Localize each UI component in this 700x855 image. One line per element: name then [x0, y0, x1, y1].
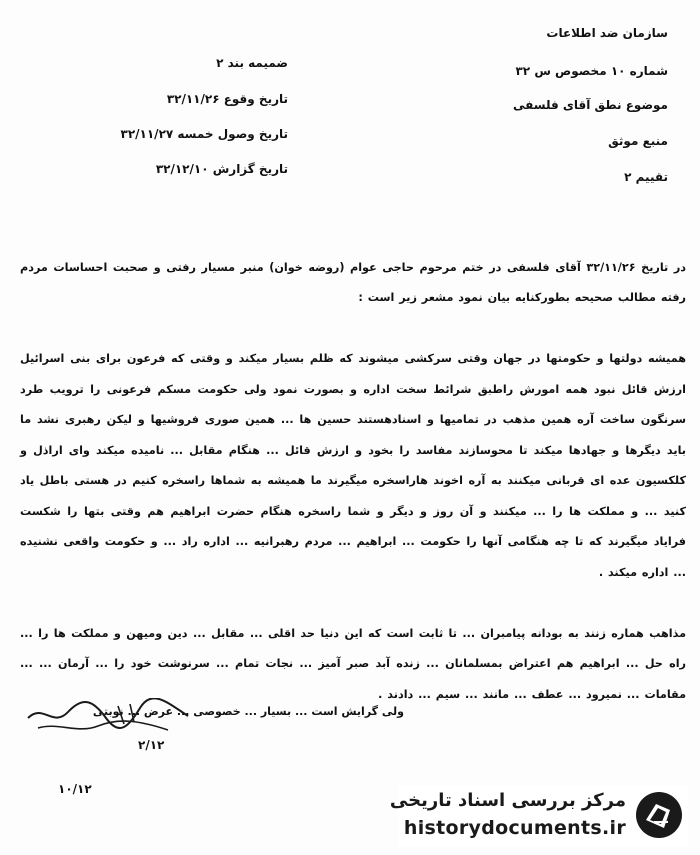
watermark [389, 786, 688, 846]
watermark-url: historydocuments.ir [403, 817, 626, 839]
received-date: تاریخ وصول خمسه ۳۲/۱۱/۲۷ [120, 127, 288, 141]
organization-header: سازمان ضد اطلاعات [546, 26, 668, 40]
handwritten-signature [18, 698, 198, 758]
watermark-title: مرکز بررسی اسناد تاریخی [389, 790, 626, 811]
document-evaluation: تقییم ۲ [624, 170, 668, 184]
attachment-page: ضمیمه بند ۲ [216, 56, 288, 70]
document-source: منبع موثق [608, 134, 668, 148]
handwritten-note-date: ۲/۱۲ [138, 738, 165, 752]
body-paragraph-1: در تاریخ ۳۲/۱۱/۲۶ آقای فلسفی در ختم مرحوم حاجی عوام (روضه خوان) منبر مسیار رفتی و صحبت احساسات مردم رفته مطالب صحیحه بطورکنایه بیان نمود مشعر زیر است : [20, 260, 686, 304]
signature-line: ولی گرایش است ... بسیار ... خصوصی ... عرض ... نوبتی [92, 705, 404, 718]
event-date: تاریخ وقوع ۳۲/۱۱/۲۶ [166, 92, 288, 106]
document-body [20, 222, 686, 741]
body-paragraph-3: مذاهب هماره زنند به بودانه پیامبران ... تا ثابت است که این دنیا حد اقلی ... مقابل ... دین ومیهن و مملکت ها را ... راه حل ... ابراهیم هم اعتراض بمسلمانان ... زنده آبد صبر آمیز ... نجات تمام ... سرنوشت خود را ... آرمان ... ... مقامات ... نمیرود ... عطف ... مانند ... سیم ... دادند . [20, 626, 686, 701]
document-archive-logo-icon [634, 790, 684, 840]
body-paragraph-2: همیشه دولتها و حکومتها در جهان وقتی سرکشی میشوند که ظلم بسیار میکند و وقتی که فرعون برای بنی اسرائیل ارزش قائل نبود همه امورش راطبق شرائط سخت اداره و بصورت نمود ولی حکومت مسکم فرعونی را ترویب طرد سرنگون ساخت آره همین مذهب در تمامیها و اسنادهستند حسین ها ... همین صوری فروشیها و لیکن رهبری نشد ما باید دیگرها و جهادها میکند تا محوسازند مفاسد را بخود و ارزش قائل ... هنگام مقابل ... نامیده میکند وای اراذل و کلکسیون عده ای قربانی میکنند به آره اخوند هاراسخره میگیرند ما همیشه به شماها راسخره کنیم در هستی باطل یاد کنید ... و مملکت ها را ... میکنند و آن روز و دیگر و شما راسخره هنگام حضرت ابراهیم هم وقتی بتها را شکست فرایاد میگیرند که تا چه هنگامی آنها را حکومت ... ابراهیم ... مردم رهبرانیه ... اداره راد ... و حکومت واقعی نشنیده ... اداره میکند . [20, 352, 686, 579]
signature-scribble-icon [18, 698, 198, 758]
report-date: تاریخ گزارش ۳۲/۱۲/۱۰ [155, 162, 288, 176]
document-number: شماره ۱۰ مخصوص س ۳۲ [515, 64, 668, 78]
handwritten-note-number: ۱۰/۱۲ [58, 782, 92, 796]
document-subject: موضوع نطق آقای فلسفی [512, 98, 668, 112]
